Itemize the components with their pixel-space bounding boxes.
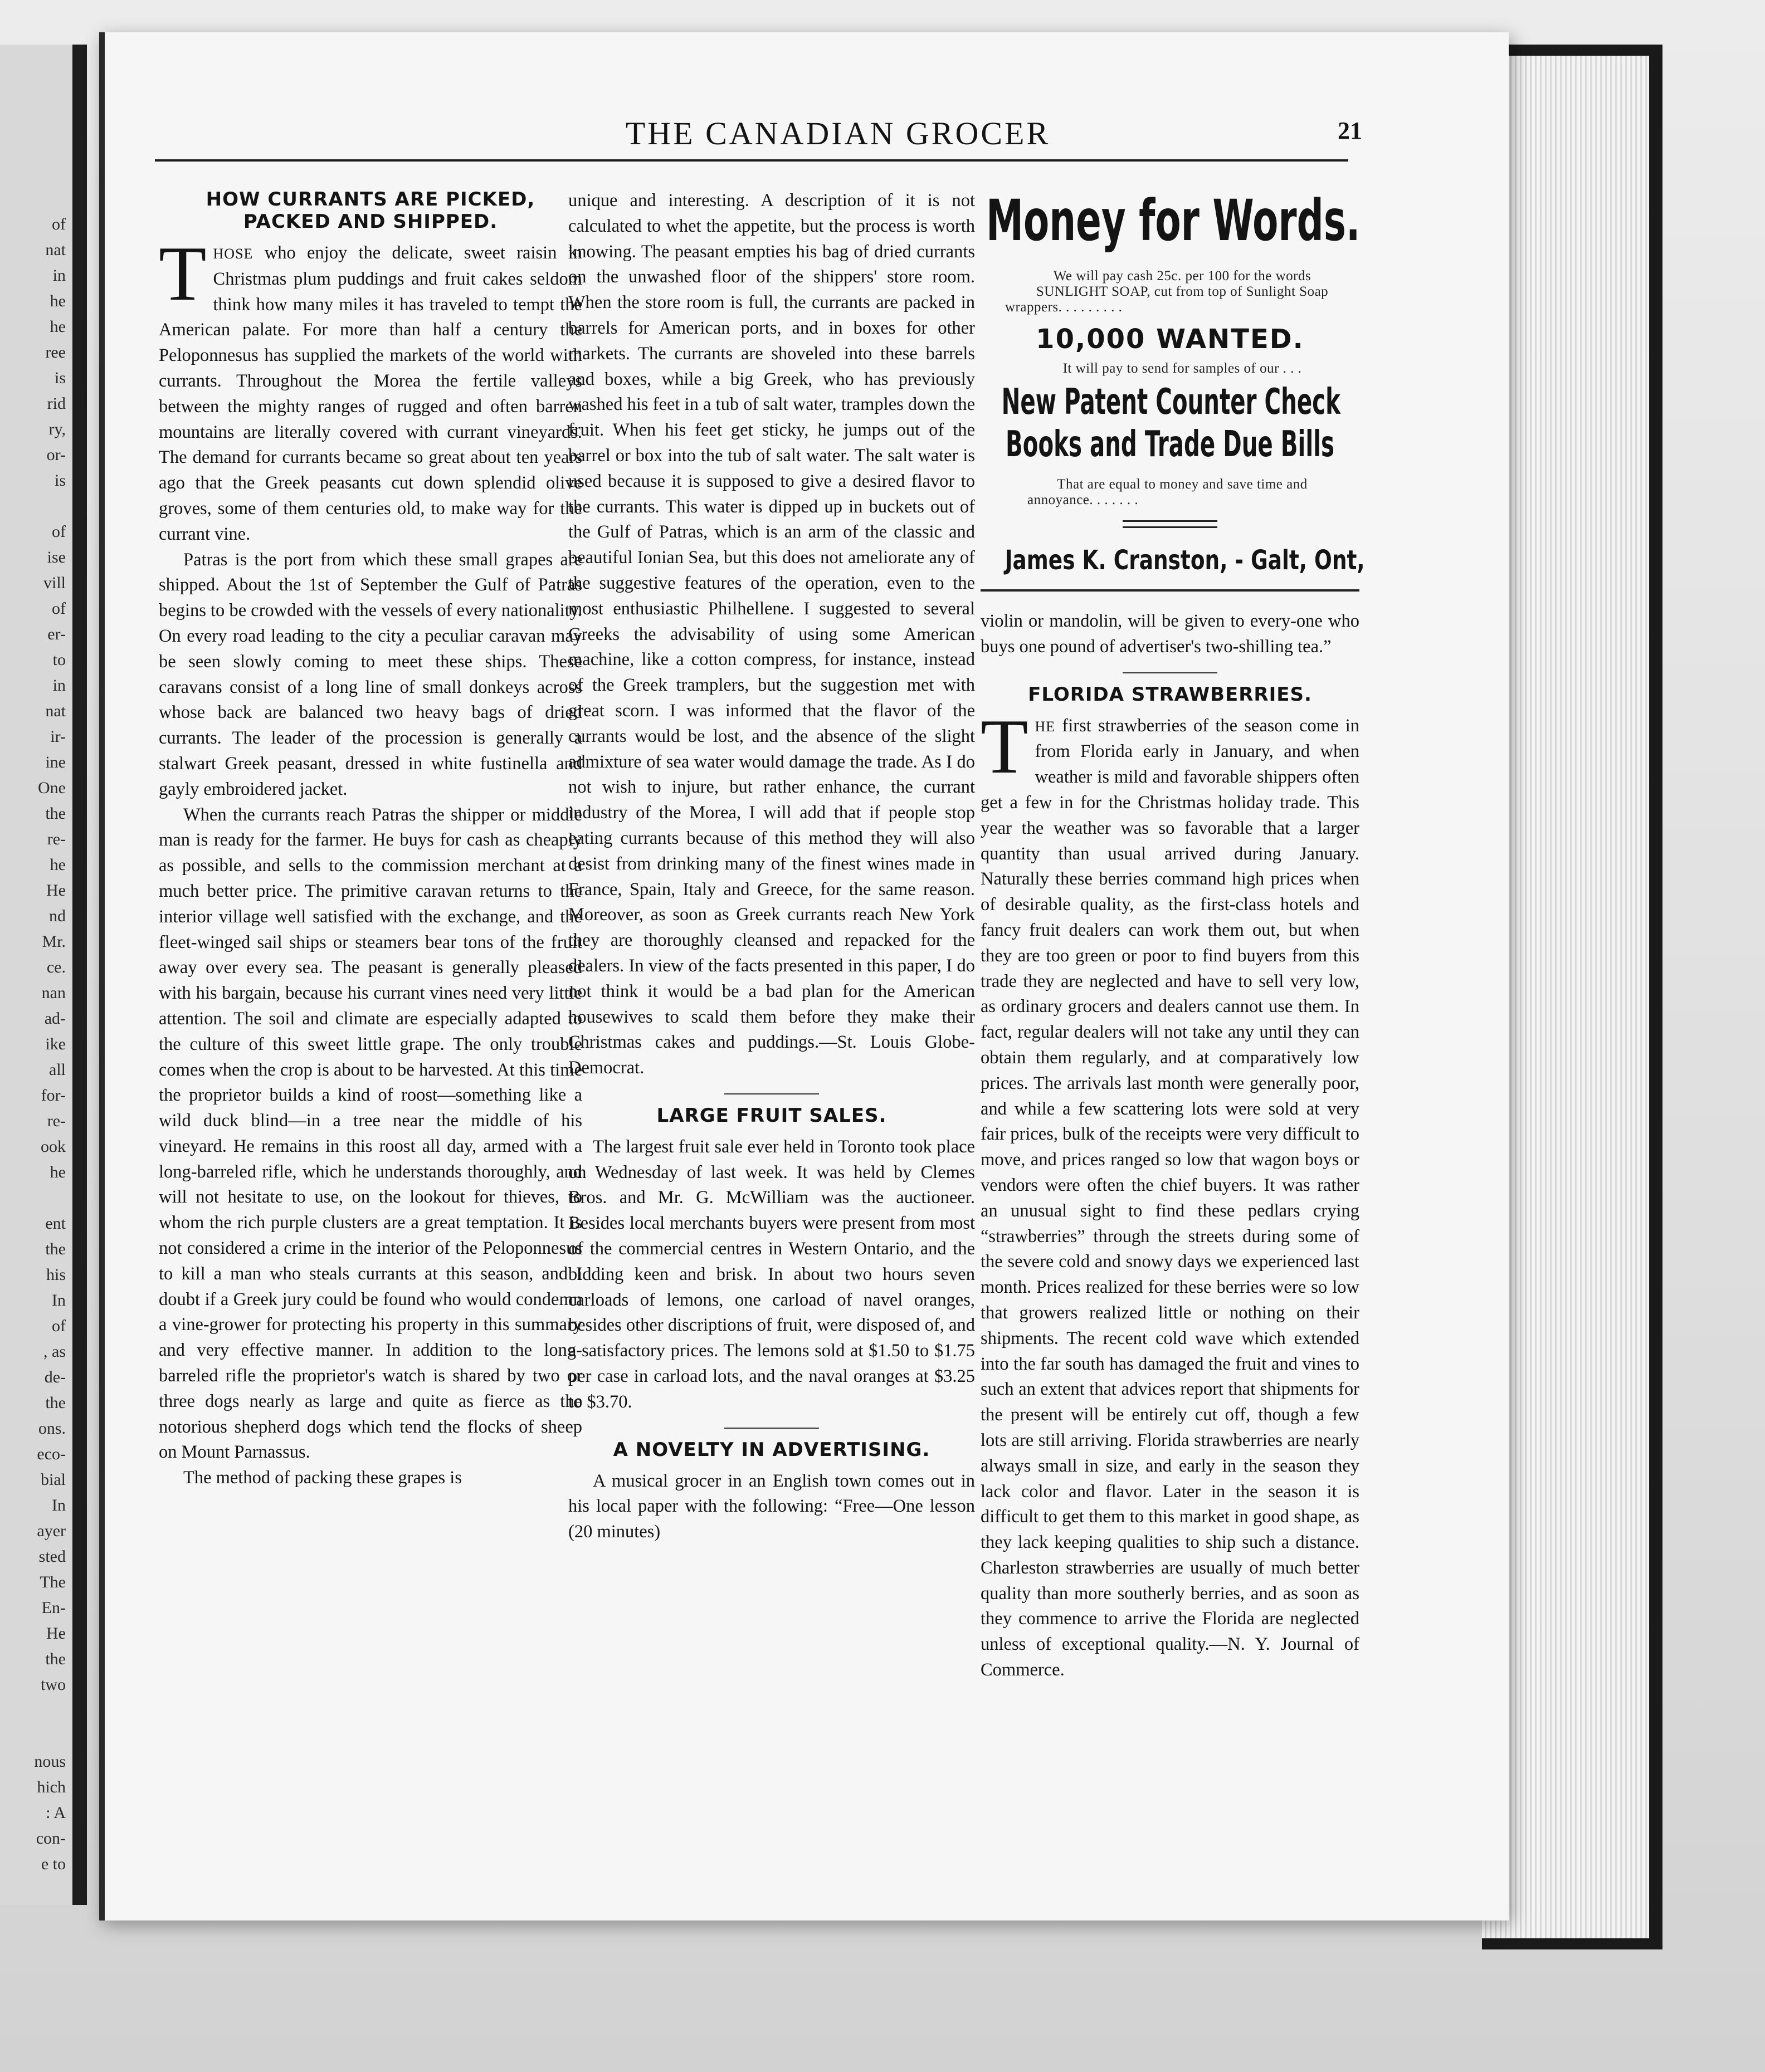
ad-advertiser: James K. Cranston, - Galt, Ont, [1005, 545, 1365, 576]
fruit-sales-body: The largest fruit sale ever held in Toronto took place on Wednesday of last week. It was held by Clemes Bros. and Mr. G. McWilliam was the auctioneer. Besides local merchants buyers were present from most of the commercial centres in Western Ontario, and the bidding keen and brisk. In about two hours seven carloads of lemons, one carload of navel oranges, besides other discriptions of fruit, were disposed of, and a satisfactory prices. The lemons sold at $1.50 to $1.75 per case in carload lots, and the naval oranges at $3.25 to $3.70. [568, 1136, 975, 1412]
left-page-word-fragment: nat [45, 241, 66, 259]
currants-dropcap: T [159, 231, 207, 317]
currants-headline [159, 188, 582, 233]
currants-paragraph-4: The method of packing these grapes is [183, 1468, 462, 1488]
column-2-divider-2 [724, 1428, 819, 1429]
left-page-word-fragment: ir- [50, 727, 66, 746]
left-page-word-fragment: all [49, 1061, 66, 1079]
currants-headline-line-2: PACKED AND SHIPPED. [243, 211, 498, 233]
currants-paragraph-1-text: who enjoy the delicate, sweet raisin in Christmas plum puddings and fruit cakes seldom think how many miles it has traveled to tempt the American palate. For more than half a century the Peloponnesus has supplied the markets of the world with currants. Throughout the Morea the fertile valleys between the mighty ranges of rugged and often barren mountains are literally covered with currant vineyards. The demand for currants became so great about ten years ago that the Greek peasants cut down splendid olive groves, some of them centuries old, to make way for the currant vine. [159, 243, 582, 544]
left-page-word-fragment: of [52, 1317, 66, 1335]
column-3-divider [1123, 672, 1217, 673]
left-page-word-fragment: de- [44, 1368, 66, 1386]
left-page-word-fragment: two [41, 1675, 66, 1694]
currants-paragraph-5: unique and interesting. A description of it is not calculated to whet the appetite, but the process is worth knowing. The peasant empties his bag of dried currants on the unwashed floor of the shippers' store room. When the store room is full, the currants are packed in barrels for American ports, and in boxes for other markets. The currants are shoveled into these barrels and boxes, while a big Greek, who has previously washed his feet in a tub of salt water, tramples down the fruit. When his feet get sticky, he jumps out of the barrel or box into the tub of salt water. The salt water is used because it is supposed to give a desired flavor to the currants. This water is dipped up in buckets out of the Gulf of Patras, which is an arm of the classic and beautiful Ionian Sea, but this does not ameliorate any of the suggestive features of the operation, even to the most enthusiastic Philhellene. I suggested to several Greeks the advisability of using some American machine, like a cotton compress, for instance, instead of the Greek tramplers, but the suggestion met with great scorn. I was informed that the flavor of the currants would be lost, and the absence of the slight admixture of sea water would damage the trade. As I do not wish to injure, but rather enhance, the currant industry of the Morea, I will add that if people stop eating currants because of this method they will also desist from drinking many of the finest wines made in France, Spain, Italy and Greece, for the same reason. Moreover, as soon as Greek currants reach New York they are thoroughly cleansed and repacked for the dealers. In view of the facts presented in this paper, I do not think it would be a bad plan for the American housewives to scald them before they make their Christmas cakes and puddings.—St. Louis Globe-Democrat. [568, 190, 975, 1078]
left-page-word-fragment: e to [41, 1855, 66, 1873]
column-2-divider [724, 1093, 819, 1094]
left-page-word-fragment: hich [37, 1778, 66, 1796]
novelty-body-part-2: violin or mandolin, will be given to every-one who buys one pound of advertiser's two-shilling tea.” [981, 611, 1359, 657]
strawberries-dropcap: T [981, 703, 1028, 790]
book-page-edges [1482, 45, 1662, 1949]
left-page-word-fragment: ry, [48, 420, 66, 438]
novelty-body-part-1: A musical grocer in an English town comes out in his local paper with the following: “Free—One lesson (20 minutes) [568, 1470, 975, 1542]
currants-paragraph-1 [159, 231, 582, 548]
left-page-word-fragment: En- [41, 1599, 66, 1617]
left-page-word-fragment: he [50, 1163, 66, 1181]
left-page-word-fragment: of [52, 522, 66, 541]
left-page-word-fragment: the [45, 1394, 66, 1412]
column-3 [981, 188, 1365, 1683]
ad-wanted: 10,000 WANTED. [1036, 324, 1304, 355]
left-page-word-fragment: is [54, 369, 66, 387]
currants-paragraph-2: Patras is the port from which these small grapes are shipped. About the 1st of September the Gulf of Patras begins to be crowded with the vessels of every nationality. On every road leading to the city a peculiar caravan may be seen slowly coming to meet these ships. These caravans consist of a long line of small donkeys across whose back are balanced two heavy bags of dried currants. The leader of the procession is generally a stalwart Greek peasant, dressed in white fustinella and gayly embroidered jacket. [159, 549, 582, 799]
left-page-word-fragment: for- [41, 1086, 66, 1105]
left-page-word-fragment: ce. [46, 958, 66, 976]
left-page-word-fragment: ise [47, 548, 66, 566]
left-page-word-fragment: vill [43, 574, 66, 592]
ad-line-2: SUNLIGHT SOAP, cut from top of Sunlight Soap [1036, 284, 1329, 299]
masthead-title: THE CANADIAN GROCER [625, 115, 1051, 152]
ad-bottom-rule [981, 589, 1359, 592]
left-page-word-fragment: ad- [44, 1009, 66, 1028]
left-page-word-fragment: The [40, 1573, 66, 1591]
left-page-word-fragment: to [52, 651, 66, 669]
column-1 [159, 188, 582, 1491]
left-page-word-fragment: nous [34, 1752, 66, 1771]
left-page-word-fragment: In [52, 1291, 66, 1309]
left-page-word-fragment: rid [47, 394, 66, 413]
ad-equal-line-2: annoyance. . . . . . . [1027, 492, 1139, 507]
left-page-word-fragment: the [45, 1240, 66, 1258]
left-page-word-fragment: in [52, 676, 66, 695]
left-page-word-fragment: of [52, 215, 66, 233]
left-page-word-fragment: is [54, 471, 66, 490]
fruit-sales-headline: LARGE FRUIT SALES. [656, 1104, 887, 1127]
left-page-word-fragment: One [38, 779, 66, 797]
strawberries-headline: FLORIDA STRAWBERRIES. [1028, 683, 1312, 706]
left-page-word-fragment: nan [41, 984, 66, 1002]
ad-product-line-2: Books and Trade Due Bills [1006, 424, 1334, 465]
left-page-word-fragment: re- [47, 1112, 66, 1130]
ad-double-rule [1123, 520, 1217, 528]
left-page-word-fragment: he [50, 292, 66, 310]
left-page-word-fragment: in [52, 266, 66, 285]
masthead-rule [155, 159, 1348, 162]
left-page-word-fragment: of [52, 599, 66, 618]
left-page-word-fragment: In [52, 1496, 66, 1514]
ad-equal-line-1: That are equal to money and save time and [1057, 477, 1308, 492]
strawberries-body [981, 703, 1359, 1683]
ad-title: Money for Words. [986, 188, 1361, 254]
left-page-word-fragment: he [50, 317, 66, 336]
left-page-word-fragment: con- [36, 1829, 66, 1848]
left-page-word-fragment: ent [45, 1214, 66, 1233]
sunlight-soap-advertisement [981, 188, 1365, 609]
left-page-word-fragment: He [46, 1624, 66, 1643]
left-page-word-fragment: he [50, 856, 66, 874]
ad-samples-line: It will pay to send for samples of our . . . [1062, 361, 1302, 376]
left-page-word-fragment: , as [43, 1342, 66, 1361]
left-page-word-fragment: sted [38, 1547, 66, 1566]
left-page-word-fragment: He [46, 881, 66, 900]
left-page-word-fragment: ike [45, 1035, 66, 1053]
strawberries-lead-word: HE [1035, 718, 1056, 735]
currants-headline-line-1: HOW CURRANTS ARE PICKED, [206, 188, 535, 211]
left-page-word-fragment: nd [49, 907, 66, 925]
left-page-word-fragment: eco- [37, 1445, 66, 1463]
left-page-word-fragment: Mr. [42, 932, 66, 951]
left-page-word-fragment: : A [46, 1804, 66, 1822]
left-page-word-fragment: or- [46, 446, 66, 464]
currants-paragraph-3: When the currants reach Patras the shipper or middle man is ready for the farmer. He buys for cash as cheaply as possible, and sells to the commission merchant at a much better price. The primitive caravan returns to the interior village well satisfied with the exchange, and the fleet-winged sail ships or steamers bear tons of the fruit away over every sea. The peasant is generally pleased with his bargain, because his currant vines need very little attention. The soil and climate are especially adapted to the culture of this sweet little grape. The only trouble comes when the crop is about to be harvested. At this time the proprietor builds a kind of roost—something like a wild duck blind—in a tree near the middle of his vineyard. He remains in this roost all day, armed with a long-barreled rifle, which he understands thoroughly, and will not hesitate to use, on the lookout for thieves, to whom the rich purple clusters are a great temptation. It is not considered a crime in the interior of the Peloponnesus to kill a man who steals currants at this season, and I doubt if a Greek jury could be found who would condemn a vine-grower for protecting his property in this summary and very effective manner. In addition to the long-barreled rifle the proprietor's watch is shared by two or three dogs nearly as large and quite as fierce as the notorious shepherd dogs which tend the flocks of sheep on Mount Parnassus. [159, 804, 582, 1463]
left-page-word-fragment: ine [45, 753, 66, 771]
left-page-fragment [0, 45, 87, 1905]
left-page-word-fragment: re- [47, 830, 66, 848]
left-page-word-fragment: ree [45, 343, 66, 361]
left-page-word-fragment: ayer [37, 1522, 66, 1540]
left-page-word-fragment: nat [45, 702, 66, 720]
ad-line-1: We will pay cash 25c. per 100 for the words [1053, 268, 1311, 284]
left-page-word-fragment: ons. [38, 1419, 66, 1438]
currants-lead-word: HOSE [213, 246, 253, 262]
novelty-headline: A NOVELTY IN ADVERTISING. [613, 1438, 930, 1461]
ad-product-line-1: New Patent Counter Check [1001, 382, 1340, 423]
left-page-word-fragment: the [45, 804, 66, 823]
left-page-word-fragment: his [46, 1265, 66, 1284]
left-page-word-fragment: the [45, 1650, 66, 1668]
page-number: 21 [1338, 117, 1362, 144]
strawberries-body-text: first strawberries of the season come in from Florida early in January, and when weather is mild and favorable shippers often get a few in for the Christmas holiday trade. This year the weather was so favorable that a larger quantity than usual arrived during January. Naturally these berries command high prices when of desirable quality, as the first-class hotels and fancy fruit dealers can work them out, but when they are too green or poor to find buyers from this trade they are neglected and have to sell very low, as ordinary grocers and dealers cannot use them. In fact, regular dealers will not take any until they can obtain them regularly, and at comparatively low prices. The arrivals last month were generally poor, and while a few scattering lots were sold at very fair prices, bulk of the receipts were very difficult to move, and prices ranged so low that wagon boys or vendors were often the chief buyers. It was rather an unusual sight to find these pedlars crying “strawberries” through the streets during some of the severe cold and snowy days we experienced last month. Prices realized for these berries were so low that growers realized little or nothing on their shipments. The recent cold wave which extended into the far south has damaged the fruit and vines to such an extent that advices report that shipments for the present will be entirely cut off, though a few lots are still arriving. Florida strawberries are nearly always small in size, and early in the season they lack color and flavor. Later in the season it is difficult to get them to this market in good shape, as they lack keeping qualities to ship such a distance. Charleston strawberries are usually of much better quality than more southerly berries, and as soon as they commence to arrive the Florida are neglected unless of exceptional quality.—N. Y. Journal of Commerce. [981, 715, 1359, 1680]
ad-line-3: wrappers. . . . . . . . . [1005, 300, 1123, 315]
column-2 [568, 188, 975, 1545]
left-page-word-fragment: er- [47, 625, 66, 643]
left-page-word-fragment: ook [41, 1137, 66, 1156]
left-page-word-fragment: bial [41, 1470, 66, 1489]
